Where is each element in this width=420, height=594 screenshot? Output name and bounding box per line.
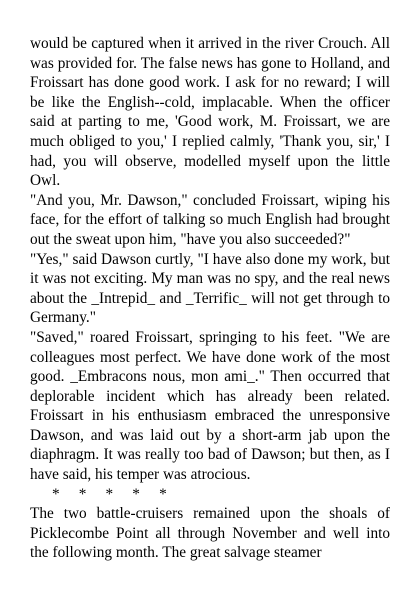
paragraph: "Yes," said Dawson curtly, "I have also done my work, but it was not exciting. My man was no spy, and the real news about the _Intrepid_ and _Terrific_ will not get through to Germany." bbox=[30, 250, 390, 327]
book-page bbox=[30, 34, 390, 563]
paragraph: "Saved," roared Froissart, springing to his feet. "We are colleagues most perfect. We have done work of the most good. _Embracons nous, mon ami_." Then occurred that deplorable incident which has already been related. Froissart in his enthusiasm embraced the unresponsive Dawson, and was laid out by a short-arm jab upon the diaphragm. It was really too bad of Dawson; but then, as I have said, his temper was atrocious. bbox=[30, 328, 390, 484]
paragraph: would be captured when it arrived in the river Crouch. All was provided for. The false news has gone to Holland, and Froissart has done good work. I ask for no reward; I will be like the English--cold, implacable. When the officer said at parting to me, 'Good work, M. Froissart, we are much obliged to you,' I replied calmly, 'Thank you, sir,' I had, you will observe, modelled myself upon the little Owl. bbox=[30, 35, 390, 190]
section-break: * * * * * bbox=[52, 485, 167, 503]
paragraph: The two battle-cruisers remained upon the shoals of Picklecombe Point all through November and well into the following month. The great salvage steamer bbox=[30, 505, 390, 562]
paragraph: "And you, Mr. Dawson," concluded Froissart, wiping his face, for the effort of talking so much English had brought out the sweat upon him, "have you also succeeded?" bbox=[30, 191, 390, 248]
